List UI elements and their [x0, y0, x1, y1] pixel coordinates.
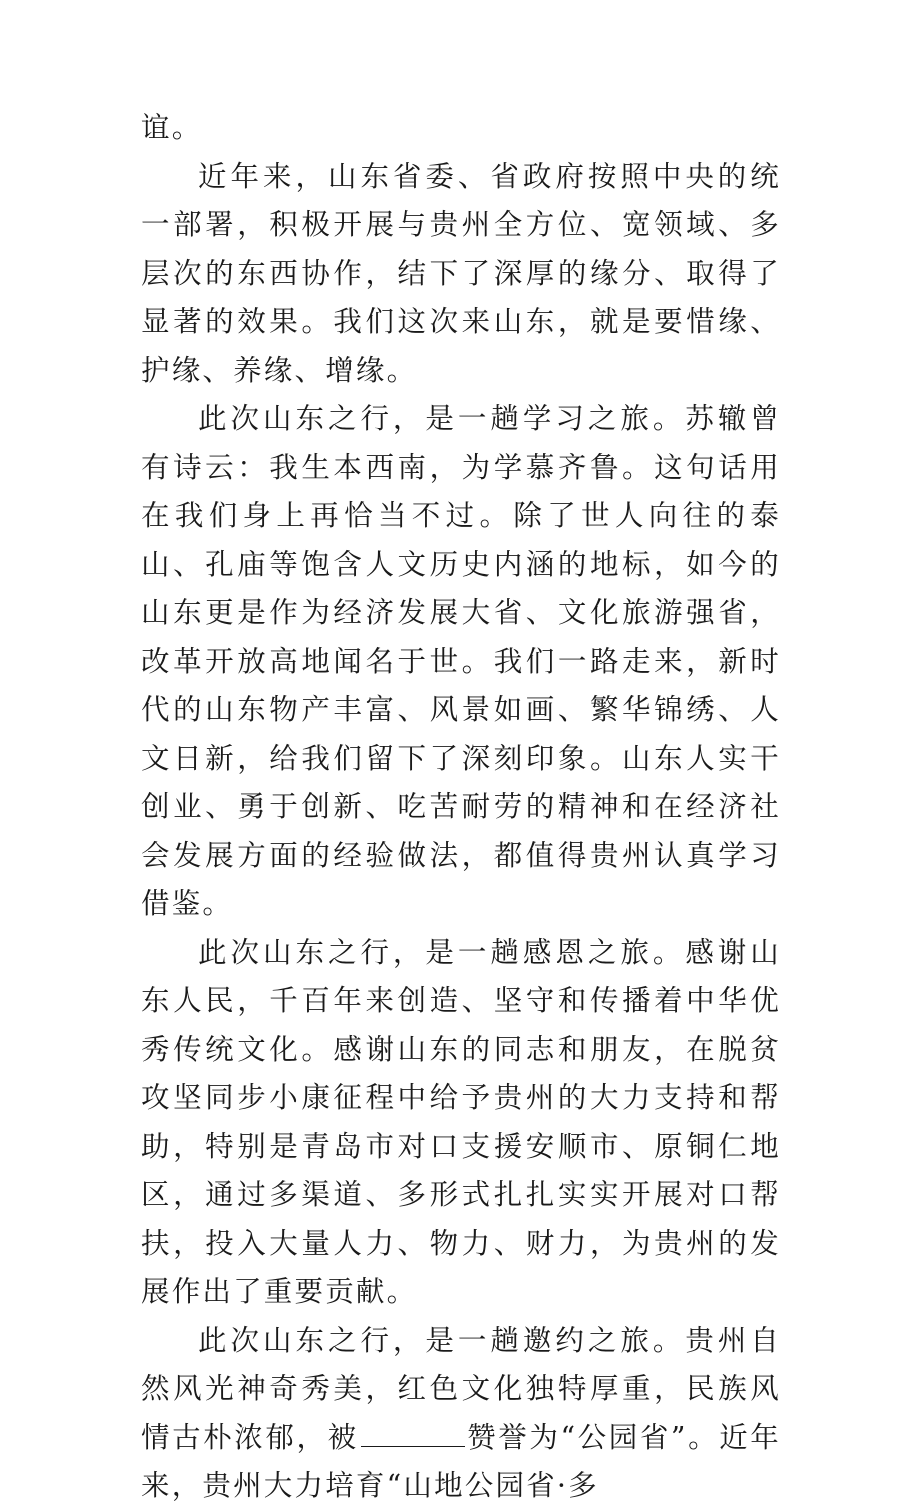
paragraph-cooperation: 近年来，山东省委、省政府按照中央的统一部署，积极开展与贵州全方位、宽领域、多层次的东西协作，结下了深厚的缘分、取得了显著的效果。我们这次来山东，就是要惜缘、护缘、养缘、增缘。	[141, 159, 781, 387]
paragraph-invitation-journey	[141, 1317, 781, 1511]
document-body	[141, 104, 781, 1511]
paragraph-learning-journey: 此次山东之行，是一趟学习之旅。苏辙曾有诗云：我生本西南，为学慕齐鲁。这句话用在我们身上再恰当不过。除了世人向往的泰山、孔庙等饱含人文历史内涵的地标，如今的山东更是作为经济发展大省、文化旅游强省，改革开放高地闻名于世。我们一路走来，新时代的山东物产丰富、风景如画、繁华锦绣、人文日新，给我们留下了深刻印象。山东人实干创业、勇于创新、吃苦耐劳的精神和在经济社会发展方面的经验做法，都值得贵州认真学习借鉴。	[141, 402, 781, 920]
fill-in-blank	[361, 1417, 465, 1447]
paragraph-gratitude-journey: 此次山东之行，是一趟感恩之旅。感谢山东人民，千百年来创造、坚守和传播着中华优秀传统文化。感谢山东的同志和朋友，在脱贫攻坚同步小康征程中给予贵州的大力支持和帮助，特别是青岛市对口支援安顺市、原铜仁地区，通过多渠道、多形式扎扎实实开展对口帮扶，投入大量人力、物力、财力，为贵州的发展作出了重要贡献。	[141, 935, 781, 1308]
invitation-text-after-blank: 赞誉为“公园省”。近年来，贵州大力培育“山地公园省·多	[141, 1420, 782, 1502]
invitation-text-before-blank: 此次山东之行，是一趟邀约之旅。贵州自然风光神奇秀美，红色文化独特厚重，民族风情古朴浓郁，被	[141, 1323, 781, 1454]
paragraph-continuation: 谊。	[141, 111, 203, 144]
